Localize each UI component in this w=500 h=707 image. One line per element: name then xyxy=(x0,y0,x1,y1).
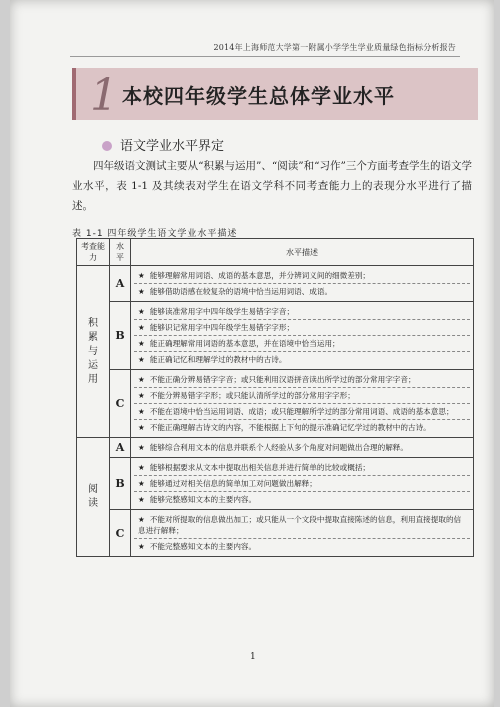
star-bullet-icon: ★ xyxy=(138,391,145,400)
star-bullet-icon: ★ xyxy=(138,423,145,432)
table-row xyxy=(77,266,474,302)
description-item xyxy=(134,460,470,476)
description-cell xyxy=(131,510,474,557)
description-text: 不能在语境中恰当运用词语、成语；或只能理解所学过的部分常用词语、成语的基本意思； xyxy=(149,407,454,416)
description-text: 能够根据要求从文本中提取出相关信息并进行简单的比较或概括； xyxy=(149,463,371,472)
description-item xyxy=(134,268,470,284)
description-item xyxy=(134,476,470,492)
description-text: 能够识记常用字中四年级学生易错字字形； xyxy=(149,323,295,332)
table-body xyxy=(77,266,474,557)
description-cell xyxy=(131,266,474,302)
ability-cell: 积 累 与 运 用 xyxy=(77,266,110,438)
description-item xyxy=(134,512,470,539)
description-text: 能够综合利用文本的信息并联系个人经验从多个角度对问题做出合理的解释。 xyxy=(149,443,408,452)
level-cell: B xyxy=(110,302,131,370)
description-text: 能够完整感知文本的主要内容。 xyxy=(149,495,257,504)
description-item xyxy=(134,372,470,388)
star-bullet-icon: ★ xyxy=(138,407,145,416)
description-text: 不能正确分辨易错字字音；或只能利用汉语拼音读出所学过的部分常用字字音； xyxy=(149,375,416,384)
description-text: 不能分辨易错字字形；或只能认清所学过的部分常用字字形； xyxy=(149,391,355,400)
chapter-number: 1 xyxy=(90,70,118,121)
section-title: 语文学业水平界定 xyxy=(120,139,225,154)
description-cell xyxy=(131,370,474,438)
standards-table xyxy=(76,238,474,557)
star-bullet-icon: ★ xyxy=(138,443,145,452)
description-item xyxy=(134,420,470,435)
ability-cell: 阅 读 xyxy=(77,438,110,557)
star-bullet-icon: ★ xyxy=(138,339,145,348)
document-page xyxy=(10,0,494,707)
table-header-row xyxy=(77,239,474,266)
description-text: 不能正确理解古诗文的内容，不能根据上下句的提示准确记忆学过的教材中的古诗。 xyxy=(149,423,431,432)
body-paragraph: 四年级语文测试主要从“积累与运用”、“阅读”和“习作”三个方面考查学生的语文学业水平，表 1-1 及其续表对学生在语文学科不同考查能力上的表现分水平进行了描述。 xyxy=(72,160,472,212)
page-number: 1 xyxy=(250,652,256,662)
description-item xyxy=(134,284,470,299)
section-heading xyxy=(102,135,224,154)
description-text: 能够借助语感在较复杂的语境中恰当运用词语、成语。 xyxy=(149,287,333,296)
description-text: 能正确理解常用词语的基本意思，并在语境中恰当运用； xyxy=(149,339,340,348)
description-text: 不能对所提取的信息做出加工；或只能从一个文段中提取直接陈述的信息，利用直接提取的信息进行解释； xyxy=(138,515,462,535)
table-row xyxy=(77,510,474,557)
description-text: 能够理解常用词语、成语的基本意思，并分辨词义间的细微差别； xyxy=(149,271,371,280)
description-item xyxy=(134,492,470,507)
star-bullet-icon: ★ xyxy=(138,307,145,316)
description-item xyxy=(134,539,470,554)
description-item xyxy=(134,320,470,336)
table-row xyxy=(77,438,474,458)
star-bullet-icon: ★ xyxy=(138,463,145,472)
table-caption: 表 1-1 四年级学生语文学业水平描述 xyxy=(72,229,238,239)
description-cell xyxy=(131,458,474,510)
description-item xyxy=(134,440,470,455)
description-text: 能够通过对相关信息的简单加工对问题做出解释； xyxy=(149,479,317,488)
description-item xyxy=(134,352,470,367)
table-row xyxy=(77,302,474,370)
star-bullet-icon: ★ xyxy=(138,542,145,551)
chapter-banner xyxy=(72,68,478,120)
description-cell xyxy=(131,302,474,370)
level-cell: C xyxy=(110,510,131,557)
table-row xyxy=(77,370,474,438)
level-cell: C xyxy=(110,370,131,438)
star-bullet-icon: ★ xyxy=(138,287,145,296)
star-bullet-icon: ★ xyxy=(138,479,145,488)
star-bullet-icon: ★ xyxy=(138,271,145,280)
star-bullet-icon: ★ xyxy=(138,515,145,524)
star-bullet-icon: ★ xyxy=(138,375,145,384)
description-text: 不能完整感知文本的主要内容。 xyxy=(149,542,257,551)
star-bullet-icon: ★ xyxy=(138,495,145,504)
header-ability: 考查能力 xyxy=(77,239,110,266)
header-rule xyxy=(70,56,460,57)
description-item xyxy=(134,388,470,404)
description-text: 能正确记忆和理解学过的教材中的古诗。 xyxy=(149,355,287,364)
description-text: 能够读准常用字中四年级学生易错字字音； xyxy=(149,307,295,316)
description-item xyxy=(134,336,470,352)
chapter-title: 本校四年级学生总体学业水平 xyxy=(122,84,395,108)
star-bullet-icon: ★ xyxy=(138,323,145,332)
bullet-dot-icon xyxy=(102,141,112,151)
header-level: 水平 xyxy=(110,239,131,266)
star-bullet-icon: ★ xyxy=(138,355,145,364)
running-header: 2014年上海师范大学第一附属小学学生学业质量绿色指标分析报告 xyxy=(213,43,456,52)
description-cell xyxy=(131,438,474,458)
level-cell: B xyxy=(110,458,131,510)
table-row xyxy=(77,458,474,510)
level-cell: A xyxy=(110,438,131,458)
description-item xyxy=(134,304,470,320)
description-item xyxy=(134,404,470,420)
header-description: 水平描述 xyxy=(131,239,474,266)
level-cell: A xyxy=(110,266,131,302)
